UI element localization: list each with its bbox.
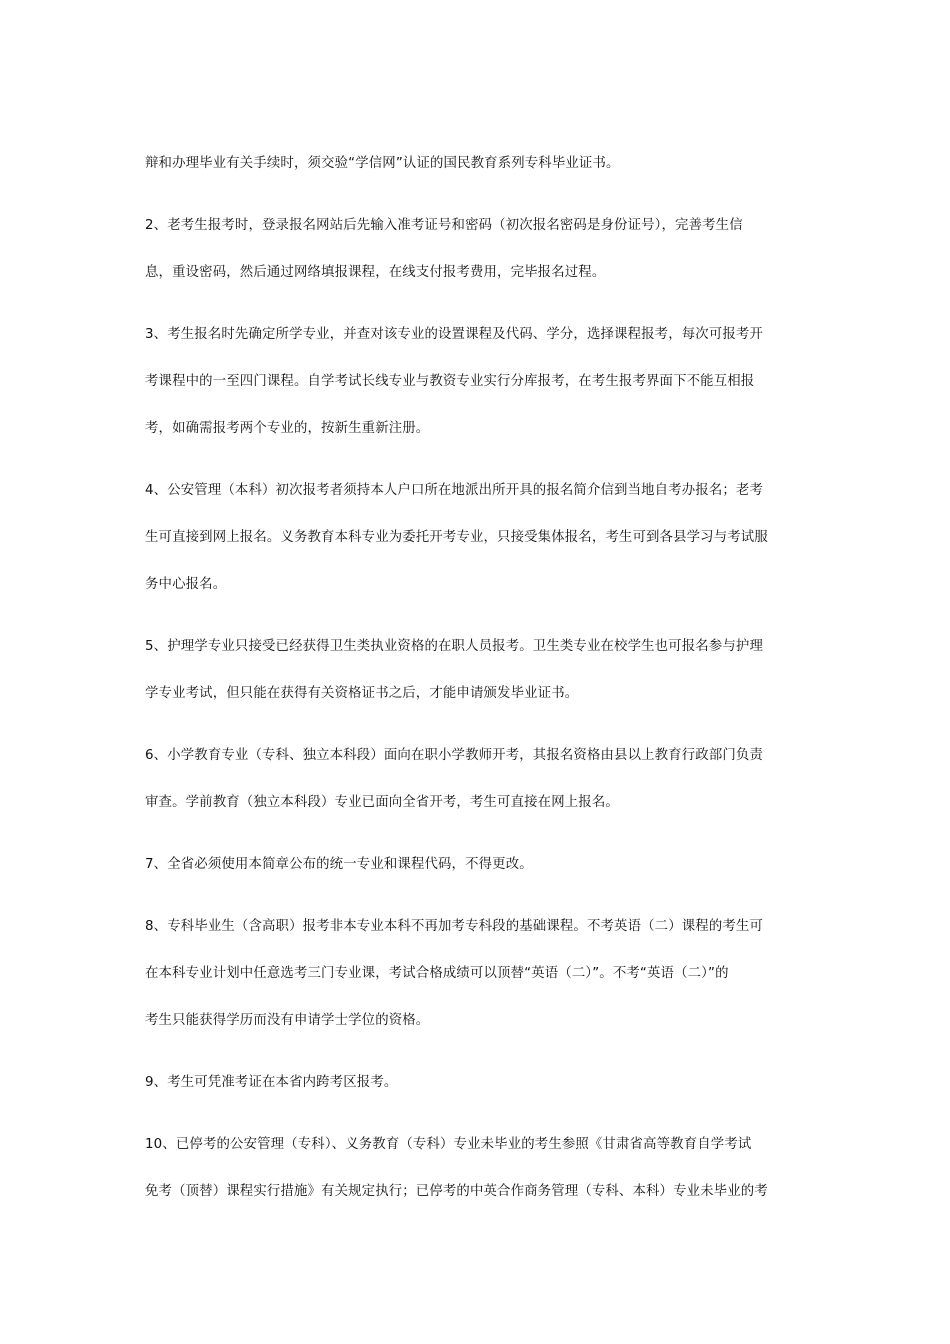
paragraph-item-5 xyxy=(145,623,810,717)
text-line: 4、公安管理（本科）初次报考者须持本人户口所在地派出所开具的报名简介信到当地自考办报名；老考 xyxy=(145,483,763,498)
text-line: 考，如确需报考两个专业的，按新生重新注册。 xyxy=(145,421,430,436)
text-line: 在本科专业计划中任意选考三门专业课，考试合格成绩可以顶替“英语（二）”。不考“英语（二）”的 xyxy=(145,966,729,981)
paragraph-item-8 xyxy=(145,903,810,1044)
text-line: 学专业考试，但只能在获得有关资格证书之后，才能申请颁发毕业证书。 xyxy=(145,686,579,701)
paragraph-item-6 xyxy=(145,732,810,826)
text-line: 9、考生可凭准考证在本省内跨考区报考。 xyxy=(145,1075,398,1090)
text-line: 免考（顶替）课程实行措施》有关规定执行；已停考的中英合作商务管理（专科、本科）专业未毕业的考 xyxy=(145,1184,768,1199)
paragraph-item-9 xyxy=(145,1059,810,1106)
paragraph-item-2 xyxy=(145,202,810,296)
text-line: 2、老考生报考时，登录报名网站后先输入准考证号和密码（初次报名密码是身份证号），完善考生信 xyxy=(145,218,743,233)
text-line: 8、专科毕业生（含高职）报考非本专业本科不再加考专科段的基础课程。不考英语（二）课程的考生可 xyxy=(145,919,763,934)
text-line: 考生只能获得学历而没有申请学士学位的资格。 xyxy=(145,1013,430,1028)
text-line: 7、全省必须使用本简章公布的统一专业和课程代码，不得更改。 xyxy=(145,857,533,872)
document-body xyxy=(145,140,810,1230)
paragraph-item-3 xyxy=(145,311,810,452)
text-line: 6、小学教育专业（专科、独立本科段）面向在职小学教师开考，其报名资格由县以上教育行政部门负责 xyxy=(145,748,763,763)
paragraph-item-7 xyxy=(145,841,810,888)
text-line: 息，重设密码，然后通过网络填报课程，在线支付报考费用，完毕报名过程。 xyxy=(145,265,606,280)
paragraph-continuation xyxy=(145,140,810,187)
text-line: 3、考生报名时先确定所学专业，并查对该专业的设置课程及代码、学分，选择课程报考，每次可报考开 xyxy=(145,327,763,342)
text-line: 5、护理学专业只接受已经获得卫生类执业资格的在职人员报考。卫生类专业在校学生也可报名参与护理 xyxy=(145,639,763,654)
text-line: 10、已停考的公安管理（专科）、义务教育（专科）专业未毕业的考生参照《甘肃省高等教育自学考试 xyxy=(145,1137,752,1152)
text-line: 生可直接到网上报名。义务教育本科专业为委托开考专业，只接受集体报名，考生可到各县学习与考试服 xyxy=(145,530,768,545)
paragraph-item-4 xyxy=(145,467,810,608)
text-line: 审查。学前教育（独立本科段）专业已面向全省开考，考生可直接在网上报名。 xyxy=(145,795,619,810)
text-line: 考课程中的一至四门课程。自学考试长线专业与教资专业实行分库报考，在考生报考界面下不能互相报 xyxy=(145,374,755,389)
text-line: 务中心报名。 xyxy=(145,577,227,592)
paragraph-item-10 xyxy=(145,1121,810,1215)
text-line: 辩和办理毕业有关手续时，须交验“学信网”认证的国民教育系列专科毕业证书。 xyxy=(145,156,620,171)
